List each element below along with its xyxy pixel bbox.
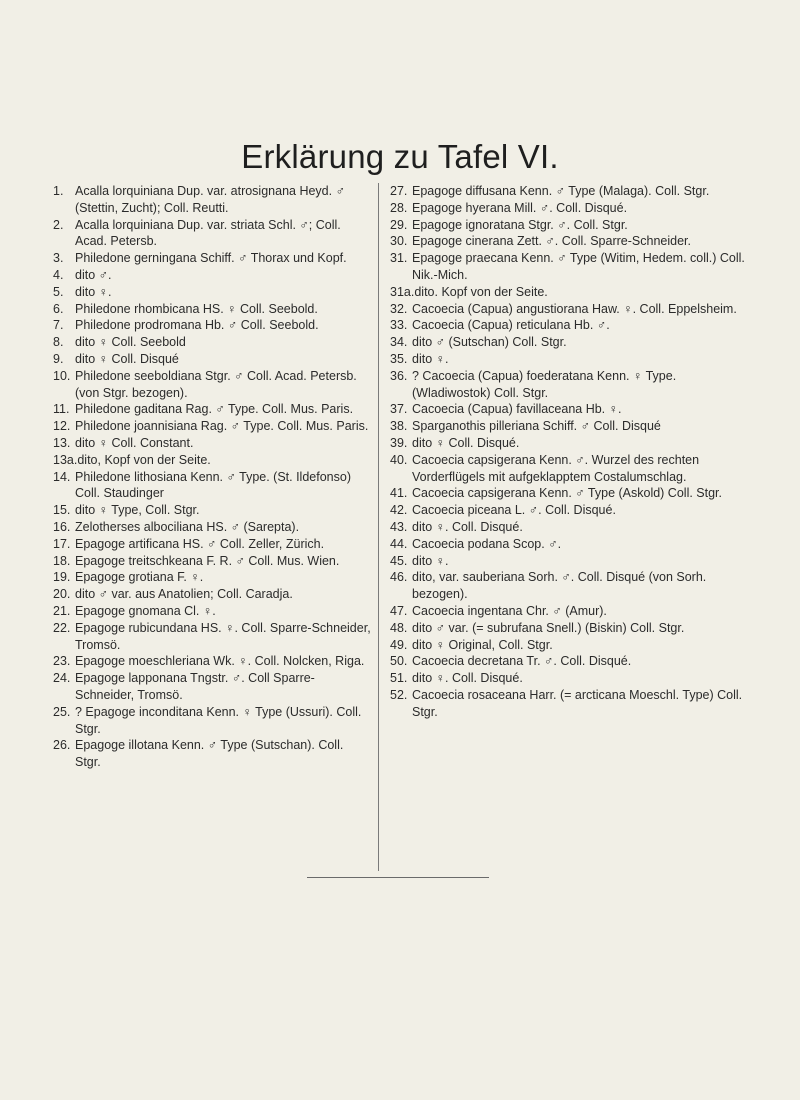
list-item [390, 351, 745, 368]
entry-text: dito ♂ var. (= subrufana Snell.) (Biskin) Coll. Stgr. [412, 620, 685, 635]
entry-text: ? Cacoecia (Capua) foederatana Kenn. ♀ Type. (Wladiwostok) Coll. Stgr. [412, 368, 677, 400]
entry-number: 45. [390, 553, 408, 568]
entry-number: 25. [53, 704, 71, 719]
entry-text: dito ♀ Coll. Disqué [75, 351, 179, 366]
entry-number: 36. [390, 368, 408, 383]
entry-text: Philedone rhombicana HS. ♀ Coll. Seebold. [75, 301, 318, 316]
list-item [390, 637, 745, 654]
list-item [53, 586, 371, 603]
entry-text: Epagoge gnomana Cl. ♀. [75, 603, 216, 618]
entry-text: Sparganothis pilleriana Schiff. ♂ Coll. Disqué [412, 419, 661, 434]
entry-number: 7. [53, 318, 64, 333]
entry-number: 17. [53, 536, 71, 551]
entry-number: 30. [390, 234, 408, 249]
list-item [53, 620, 371, 654]
entry-text: Philedone joannisiana Rag. ♂ Type. Coll. Mus. Paris. [75, 419, 369, 434]
entry-number: 27. [390, 184, 408, 198]
list-item [390, 200, 745, 217]
entry-number: 3. [53, 251, 64, 266]
list-item [390, 536, 745, 553]
entry-number: 18. [53, 553, 71, 568]
entry-text: dito ♀ Original, Coll. Stgr. [412, 637, 553, 652]
entry-number: 51. [390, 671, 408, 686]
entry-number: 39. [390, 435, 408, 450]
list-item [390, 502, 745, 519]
entry-text: Cacoecia capsigerana Kenn. ♂. Wurzel des rechten Vorderflügels mit aufgeklapptem Costalumschlag. [412, 452, 700, 484]
list-item [53, 368, 371, 402]
list-item [53, 603, 371, 620]
list-item [53, 435, 371, 452]
entry-text: Epagoge artificana HS. ♂ Coll. Zeller, Zürich. [75, 536, 325, 551]
list-item [390, 519, 745, 536]
list-item [53, 284, 371, 301]
entry-text: dito ♀. [75, 284, 112, 299]
list-item [53, 670, 371, 704]
entry-text: Epagoge ignoratana Stgr. ♂. Coll. Stgr. [412, 217, 628, 232]
entry-number: 32. [390, 301, 408, 316]
entry-text: Epagoge praecana Kenn. ♂ Type (Witim, Hedem. coll.) Coll. Nik.-Mich. [412, 251, 745, 282]
entry-text: dito ♀. [412, 351, 449, 366]
entry-text: Epagoge illotana Kenn. ♂ Type (Sutschan). Coll. Stgr. [75, 738, 344, 770]
entry-number: 20. [53, 587, 71, 602]
entry-text: Epagoge grotiana F. ♀. [75, 570, 204, 585]
entry-text: Epagoge lapponana Tngstr. ♂. Coll Sparre-Schneider, Tromsö. [75, 671, 315, 702]
list-item [53, 553, 371, 570]
list-item [53, 217, 371, 251]
list-item [390, 452, 745, 486]
bottom-rule [307, 877, 489, 878]
entry-text: dito ♀. Coll. Disqué. [412, 671, 523, 686]
list-item [53, 250, 371, 267]
entry-text: Epagoge rubicundana HS. ♀. Coll. Sparre-Schneider, Tromsö. [75, 620, 371, 652]
entry-text: Philedone seeboldiana Stgr. ♂ Coll. Acad. Petersb. (von Stgr. bezogen). [75, 368, 357, 400]
list-item [390, 435, 745, 452]
entry-number: 50. [390, 654, 408, 669]
entry-number: 44. [390, 536, 408, 551]
list-item [390, 418, 745, 435]
list-item [53, 569, 371, 586]
list-item [390, 670, 745, 687]
list-item [390, 687, 745, 721]
entry-number: 35. [390, 351, 408, 366]
entry-number: 22. [53, 620, 71, 635]
entry-number: 34. [390, 335, 408, 350]
list-item [390, 653, 745, 670]
entry-text: Epagoge moeschleriana Wk. ♀. Coll. Nolcken, Riga. [75, 654, 365, 669]
entry-number: 46. [390, 570, 408, 585]
list-item [53, 452, 371, 469]
entry-number: 38. [390, 419, 408, 434]
entry-text: Epagoge hyerana Mill. ♂. Coll. Disqué. [412, 200, 628, 215]
page-title: Erklärung zu Tafel VI. [241, 138, 559, 175]
entry-number: 49. [390, 637, 408, 652]
entry-number: 29. [390, 217, 408, 232]
list-item [390, 569, 745, 603]
entry-text: Cacoecia capsigerana Kenn. ♂ Type (Askold) Coll. Stgr. [412, 486, 722, 501]
list-item [390, 401, 745, 418]
list-item [53, 351, 371, 368]
list-item [390, 620, 745, 637]
entry-number: 2. [53, 217, 64, 232]
list-item [390, 217, 745, 234]
entry-number: 28. [390, 200, 408, 215]
list-item [390, 334, 745, 351]
entry-number: 40. [390, 452, 408, 467]
entry-text: Cacoecia (Capua) reticulana Hb. ♂. [412, 318, 610, 333]
column-divider [378, 183, 379, 871]
entry-number: 42. [390, 503, 408, 518]
list-item [390, 553, 745, 570]
list-item [53, 704, 371, 738]
entry-text: Epagoge diffusana Kenn. ♂ Type (Malaga). Coll. Stgr. [412, 184, 710, 198]
entry-text: Cacoecia rosaceana Harr. (= arcticana Moeschl. Type) Coll. Stgr. [412, 687, 743, 719]
entry-number: 11. [53, 402, 70, 417]
entry-number: 16. [53, 519, 71, 534]
entry-text: Epagoge cinerana Zett. ♂. Coll. Sparre-Schneider. [412, 234, 691, 249]
entry-text: Zelotherses albociliana HS. ♂ (Sarepta). [75, 519, 300, 534]
list-item [390, 183, 745, 200]
entry-number: 13a. [53, 452, 78, 467]
entry-number: 37. [390, 402, 408, 417]
entry-number: 14. [53, 469, 71, 484]
entry-text: dito ♂ var. aus Anatolien; Coll. Caradja. [75, 587, 293, 602]
entry-number: 48. [390, 620, 408, 635]
entry-number: 15. [53, 503, 71, 518]
list-item [53, 418, 371, 435]
entry-text: dito ♀ Type, Coll. Stgr. [75, 503, 200, 518]
entry-text: Philedone lithosiana Kenn. ♂ Type. (St. Ildefonso) Coll. Staudinger [75, 469, 351, 501]
entry-number: 13. [53, 435, 71, 450]
list-item [390, 284, 745, 301]
entry-number: 4. [53, 267, 64, 282]
entry-text: dito ♂. [75, 267, 112, 282]
list-item [390, 250, 745, 284]
entry-number: 24. [53, 671, 71, 686]
entry-number: 9. [53, 351, 64, 366]
entry-number: 1. [53, 184, 64, 198]
list-item [53, 334, 371, 351]
list-item [53, 469, 371, 503]
entry-text: dito ♂ (Sutschan) Coll. Stgr. [412, 335, 567, 350]
entry-number: 10. [53, 368, 71, 383]
list-item [390, 603, 745, 620]
list-item [53, 401, 371, 418]
entry-text: dito ♀ Coll. Constant. [75, 435, 194, 450]
entry-number: 31a. [390, 284, 415, 299]
entry-text: Cacoecia (Capua) favillaceana Hb. ♀. [412, 402, 622, 417]
list-item [53, 267, 371, 284]
entry-number: 47. [390, 603, 408, 618]
entry-text: Cacoecia decretana Tr. ♂. Coll. Disqué. [412, 654, 632, 669]
entry-text: dito ♀ Coll. Seebold [75, 335, 186, 350]
entry-number: 52. [390, 687, 408, 702]
entry-text: dito, Kopf von der Seite. [77, 452, 211, 467]
list-item [53, 519, 371, 536]
entry-text: Philedone gerningana Schiff. ♂ Thorax und Kopf. [75, 251, 347, 266]
entry-text: Cacoecia ingentana Chr. ♂ (Amur). [412, 603, 607, 618]
entry-number: 21. [53, 603, 71, 618]
list-item [53, 301, 371, 318]
list-item [390, 301, 745, 318]
list-item [53, 183, 371, 217]
right-column [390, 183, 745, 721]
entry-number: 33. [390, 318, 408, 333]
entry-number: 41. [390, 486, 408, 501]
list-item [53, 536, 371, 553]
entry-number: 26. [53, 738, 71, 753]
entry-text: Cacoecia piceana L. ♂. Coll. Disqué. [412, 503, 616, 518]
entry-text: dito. Kopf von der Seite. [414, 284, 548, 299]
left-column [53, 183, 371, 771]
list-item [53, 653, 371, 670]
list-item [390, 485, 745, 502]
entry-number: 31. [390, 251, 408, 266]
entry-text: Cacoecia (Capua) angustiorana Haw. ♀. Coll. Eppelsheim. [412, 301, 737, 316]
entry-text: Cacoecia podana Scop. ♂. [412, 536, 562, 551]
entry-text: ? Epagoge inconditana Kenn. ♀ Type (Ussuri). Coll. Stgr. [75, 704, 362, 736]
entry-text: dito, var. sauberiana Sorh. ♂. Coll. Disqué (von Sorh. bezogen). [412, 570, 707, 602]
list-item [390, 368, 745, 402]
entry-text: Acalla lorquiniana Dup. var. striata Schl. ♂; Coll. Acad. Petersb. [75, 217, 341, 249]
entry-number: 19. [53, 570, 71, 585]
entry-text: Philedone prodromana Hb. ♂ Coll. Seebold. [75, 318, 319, 333]
entry-text: dito ♀. [412, 553, 449, 568]
list-item [53, 317, 371, 334]
entry-number: 8. [53, 335, 64, 350]
list-item [390, 317, 745, 334]
entry-number: 5. [53, 284, 64, 299]
entry-text: dito ♀. Coll. Disqué. [412, 519, 523, 534]
entry-number: 12. [53, 419, 71, 434]
entry-text: Epagoge treitschkeana F. R. ♂ Coll. Mus. Wien. [75, 553, 340, 568]
entry-text: dito ♀ Coll. Disqué. [412, 435, 520, 450]
list-item [53, 737, 371, 771]
entry-number: 43. [390, 519, 408, 534]
list-item [390, 233, 745, 250]
entry-text: Philedone gaditana Rag. ♂ Type. Coll. Mus. Paris. [75, 402, 354, 417]
list-item [53, 502, 371, 519]
entry-number: 23. [53, 654, 71, 669]
entry-number: 6. [53, 301, 64, 316]
entry-text: Acalla lorquiniana Dup. var. atrosignana Heyd. ♂ (Stettin, Zucht); Coll. Reutti. [75, 184, 345, 215]
